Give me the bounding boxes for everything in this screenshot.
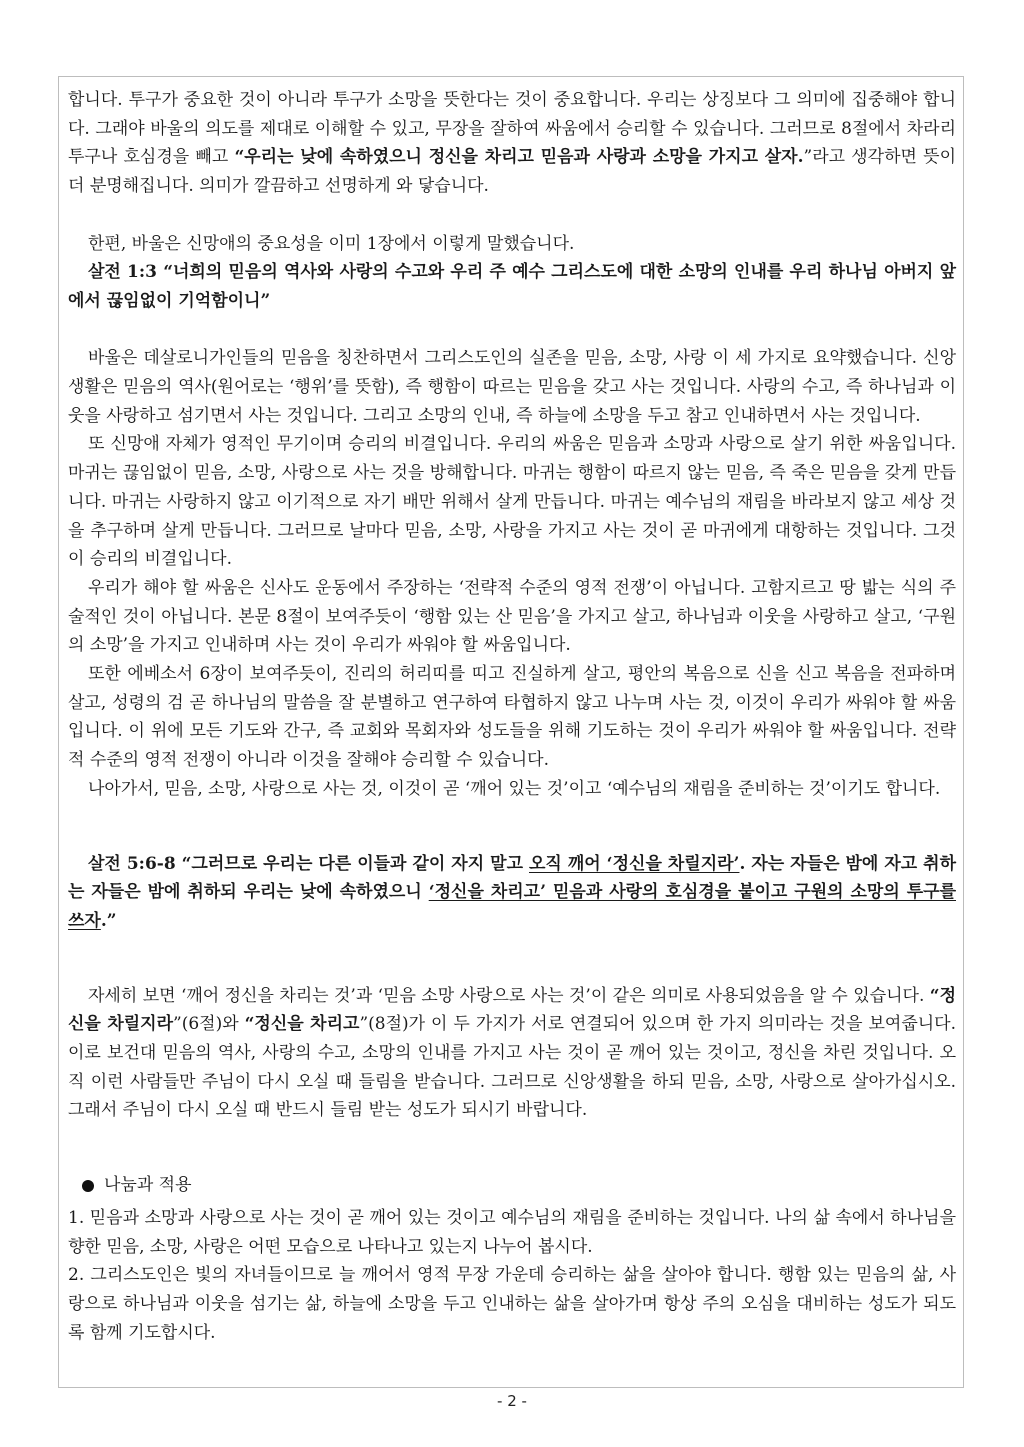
section-heading-sharing: 나눔과 적용	[82, 1171, 956, 1200]
paragraph-battle: 우리가 해야 할 싸움은 신사도 운동에서 주장하는 ‘전략적 수준의 영적 전쟁’이 아닙니다. 고함지르고 땅 밟는 식의 주술적인 것이 아닙니다. 본문 8절이 보여주듯이 ‘행함 있는 산 믿음’을 가지고 살고, 하나님과 이웃을 사랑하고 살고, ‘구원의 소망’을 가지고 인내하며 사는 것이 우리가 싸워야 할 싸움입니다.	[68, 577, 956, 656]
paragraph-watchful: 나아가서, 믿음, 소망, 사랑으로 사는 것, 이것이 곧 ‘깨어 있는 것’이고 ‘예수님의 재림을 준비하는 것’이기도 합니다.	[88, 778, 941, 799]
bullet-icon	[82, 1180, 94, 1192]
list-item: 2. 그리스도인은 빛의 자녀들이므로 늘 깨어서 영적 무장 가운데 승리하는 삶을 살아야 합니다. 행함 있는 믿음의 삶, 사랑으로 하나님과 이웃을 섬기는 삶, 하늘에 소망을 두고 인내하는 삶을 살아가며 항상 주의 오심을 대비하는 성도가 되도록 함께 기도합시다.	[68, 1265, 956, 1343]
paragraph-ephesians: 또한 에베소서 6장이 보여주듯이, 진리의 허리띠를 띠고 진실하게 살고, 평안의 복음으로 신을 신고 복음을 전파하며 살고, 성령의 검 곧 하나님의 말씀을 잘 분별하고 연구하여 타협하지 않고 나누며 사는 것, 이것이 우리가 싸워야 할 싸움입니다. 이 위에 모든 기도와 간구, 즉 교회와 목회자와 성도들을 위해 기도하는 것이 우리가 싸워야 할 싸움입니다. 전략적 수준의 영적 전쟁이 아니라 이것을 잘해야 승리할 수 있습니다.	[68, 664, 956, 771]
list-item: 1. 믿음과 소망과 사랑으로 사는 것이 곧 깨어 있는 것이고 예수님의 재림을 준비하는 것입니다. 나의 삶 속에서 하나님을 향한 믿음, 소망, 사랑은 어떤 모습으로 나타나고 있는지 나누어 봅시다.	[68, 1207, 956, 1257]
document-body	[68, 86, 956, 1347]
page-number: - 2 -	[497, 1392, 527, 1410]
paragraph-conclusion: 자세히 보면 ‘깨어 정신을 차리는 것’과 ‘믿음 소망 사랑으로 사는 것’이 같은 의미로 사용되었음을 알 수 있습니다. “정신을 차릴지라”(6절)와 “정신을 차리고”(8절)가 이 두 가지가 서로 연결되어 있으며 한 가지 의미라는 것을 보여줍니다. 이로 보건대 믿음의 역사, 사랑의 수고, 소망의 인내를 가지고 사는 것이 곧 깨어 있는 것이고, 정신을 차린 것입니다. 오직 이런 사람들만 주님이 다시 오실 때 들림을 받습니다. 그러므로 신앙생활을 하되 믿음, 소망, 사랑으로 살아가십시오. 그래서 주님이 다시 오실 때 반드시 들림 받는 성도가 되시기 바랍니다.	[68, 985, 956, 1121]
paragraph-weapon: 또 신망애 자체가 영적인 무기이며 승리의 비결입니다. 우리의 싸움은 믿음과 소망과 사랑으로 살기 위한 싸움입니다. 마귀는 끊임없이 믿음, 소망, 사랑으로 사는 것을 방해합니다. 마귀는 행함이 따르지 않는 믿음, 즉 죽은 믿음을 갖게 만듭니다. 마귀는 사랑하지 않고 이기적으로 자기 배만 위해서 살게 만듭니다. 마귀는 예수님의 재림을 바라보지 않고 세상 것을 추구하며 살게 만듭니다. 그러므로 날마다 믿음, 소망, 사랑을 가지고 사는 것이 곧 마귀에게 대항하는 것입니다. 그것이 승리의 비결입니다.	[68, 434, 956, 570]
paragraph-faith-hope-love: 바울은 데살로니가인들의 믿음을 칭찬하면서 그리스도인의 실존을 믿음, 소망, 사랑 이 세 가지로 요약했습니다. 신앙생활은 믿음의 역사(원어로는 ‘행위’를 뜻함), 즉 행함이 따르는 믿음을 갖고 사는 것입니다. 사랑의 수고, 즉 하나님과 이웃을 사랑하고 섬기면서 사는 것입니다. 그리고 소망의 인내, 즉 하늘에 소망을 두고 참고 인내하면서 사는 것입니다.	[68, 348, 956, 426]
paragraph-intro: 한편, 바울은 신망애의 중요성을 이미 1장에서 이렇게 말했습니다.	[88, 233, 575, 254]
emphasis-quote: “우리는 낮에 속하였으니 정신을 차리고 믿음과 사랑과 소망을 가지고 살자.	[234, 147, 804, 168]
verse-1thess-5-6-8: 살전 5:6-8 “그러므로 우리는 다른 이들과 같이 자지 말고 오직 깨어 ‘정신을 차릴지라’. 자는 자들은 밤에 자고 취하는 자들은 밤에 취하되 우리는 낮에 속하였으니 ‘정신을 차리고’ 믿음과 사랑의 호심경을 붙이고 구원의 소망의 투구를 쓰자.”	[68, 853, 957, 931]
paragraph-helmet: 합니다. 투구가 중요한 것이 아니라 투구가 소망을 뜻한다는 것이 중요합니다. 우리는 상징보다 그 의미에 집중해야 합니다. 그래야 바울의 의도를 제대로 이해할 수 있고, 무장을 잘하여 싸움에서 승리할 수 있습니다. 그러므로 8절에서 차라리 투구나 호심경을 빼고 “우리는 낮에 속하였으니 정신을 차리고 믿음과 사랑과 소망을 가지고 살자.”라고 생각하면 뜻이 더 분명해집니다. 의미가 깔끔하고 선명하게 와 닿습니다.	[68, 90, 957, 197]
verse-1thess-1-3: 살전 1:3 “너희의 믿음의 역사와 사랑의 수고와 우리 주 예수 그리스도에 대한 소망의 인내를 우리 하나님 아버지 앞에서 끊임없이 기억함이니”	[68, 262, 956, 311]
